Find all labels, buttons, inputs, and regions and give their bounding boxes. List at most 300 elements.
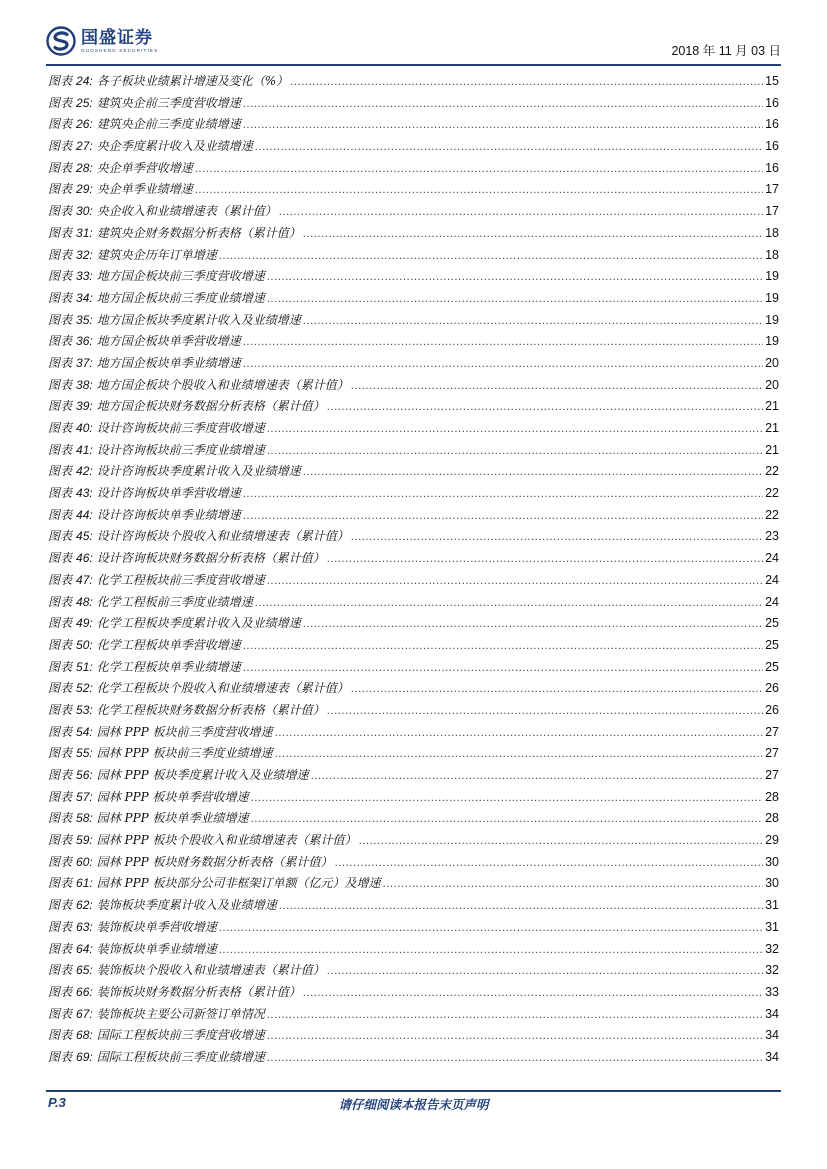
toc-label-text: 图表 <box>48 486 73 501</box>
toc-entry-label <box>48 527 93 544</box>
toc-figure-title: 设计咨询板块单季业绩增速 <box>96 507 241 522</box>
toc-entry-label <box>48 311 93 328</box>
toc-figure-number: 43: <box>76 486 93 501</box>
toc-entry[interactable] <box>48 506 779 528</box>
toc-page-number: 24 <box>765 594 779 609</box>
toc-label-text: 图表 <box>48 182 73 197</box>
toc-label-text: 图表 <box>48 551 73 566</box>
toc-page-number: 21 <box>765 421 779 435</box>
toc-label-text: 图表 <box>48 876 73 891</box>
toc-label-text: 图表 <box>48 1049 73 1064</box>
toc-figure-number: 67: <box>76 1006 93 1021</box>
toc-figure-number: 29: <box>76 182 93 197</box>
toc-page-number: 26 <box>765 681 779 696</box>
toc-entry-label <box>48 940 93 957</box>
toc-entry[interactable] <box>48 809 779 831</box>
toc-figure-title: 化学工程板块前三季度营收增速 <box>96 572 265 587</box>
toc-page-number: 28 <box>765 811 779 826</box>
toc-entry[interactable] <box>48 94 779 116</box>
toc-entry-label <box>48 354 93 371</box>
toc-dot-leader <box>267 446 763 457</box>
toc-figure-title: 化学工程板块财务数据分析表格（累计值） <box>96 702 325 717</box>
toc-dot-leader <box>243 489 763 500</box>
toc-entry[interactable] <box>48 527 779 549</box>
logo-icon <box>46 26 76 56</box>
toc-entry[interactable] <box>48 961 779 983</box>
toc-figure-number: 46: <box>76 551 93 566</box>
toc-figure-title: 装饰板块个股收入和业绩增速表（累计值） <box>96 963 325 978</box>
toc-figure-number: 50: <box>76 637 93 652</box>
page-header <box>46 22 781 64</box>
toc-entry-label <box>48 180 93 197</box>
toc-entry-label <box>48 831 93 848</box>
toc-figure-title: 装饰板块主要公司新签订单情况 <box>96 1006 265 1021</box>
toc-dot-leader <box>290 77 763 88</box>
toc-page-number: 29 <box>765 833 779 848</box>
toc-entry[interactable] <box>48 896 779 918</box>
toc-entry[interactable] <box>48 766 779 788</box>
toc-entry-label <box>48 788 93 805</box>
toc-page-number: 22 <box>765 486 779 501</box>
toc-figure-number: 62: <box>76 898 93 913</box>
toc-figure-number: 38: <box>76 377 93 392</box>
toc-entry-label <box>48 72 93 89</box>
toc-entry-label <box>48 419 93 436</box>
toc-dot-leader <box>275 728 764 739</box>
toc-figure-title: 化学工程板块单季营收增速 <box>96 637 241 652</box>
toc-entry[interactable] <box>48 679 779 701</box>
toc-entry[interactable] <box>48 332 779 354</box>
toc-entry-label <box>48 441 93 458</box>
toc-entry-label <box>48 918 93 935</box>
toc-label-text: 图表 <box>48 225 73 240</box>
toc-label-text: 图表 <box>48 507 73 522</box>
toc-entry-label <box>48 267 93 284</box>
toc-figure-number: 61: <box>76 876 93 891</box>
toc-figure-number: 36: <box>76 334 93 349</box>
toc-figure-title: 园林 PPP 板块前三季度业绩增速 <box>96 746 273 761</box>
toc-page-number: 34 <box>765 1006 779 1021</box>
logo-english-name: GUOSHENG SECURITIES <box>81 47 159 53</box>
toc-figure-number: 58: <box>76 811 93 826</box>
toc-entry[interactable] <box>48 918 779 940</box>
toc-figure-title: 央企季度累计收入及业绩增速 <box>96 139 253 154</box>
toc-figure-title: 建筑央企前三季度业绩增速 <box>96 117 241 132</box>
toc-entry[interactable] <box>48 853 779 875</box>
toc-figure-number: 24: <box>76 74 93 88</box>
toc-dot-leader <box>311 771 764 782</box>
toc-figure-title: 建筑央企财务数据分析表格（累计值） <box>96 225 301 240</box>
toc-dot-leader <box>251 814 764 825</box>
toc-entry[interactable] <box>48 419 779 441</box>
company-logo <box>46 26 158 56</box>
toc-page-number: 27 <box>765 724 779 739</box>
toc-figure-title: 国际工程板块前三季度业绩增速 <box>96 1049 265 1064</box>
toc-entry-label <box>48 571 93 588</box>
toc-entry[interactable] <box>48 874 779 896</box>
toc-entry-label <box>48 701 93 718</box>
toc-figure-number: 51: <box>76 659 93 674</box>
toc-page-number: 19 <box>765 269 779 284</box>
toc-entry[interactable] <box>48 593 779 615</box>
toc-figure-title: 园林 PPP 板块季度累计收入及业绩增速 <box>96 768 309 782</box>
toc-label-text: 图表 <box>48 637 73 652</box>
figure-list <box>48 72 779 1070</box>
toc-entry[interactable] <box>48 636 779 658</box>
toc-page-number: 17 <box>765 204 779 219</box>
toc-entry-label <box>48 246 93 263</box>
toc-entry[interactable] <box>48 115 779 137</box>
toc-entry[interactable] <box>48 549 779 571</box>
toc-dot-leader <box>219 251 763 262</box>
toc-page-number: 21 <box>765 442 779 457</box>
toc-entry-label <box>48 1048 93 1065</box>
toc-label-text: 图表 <box>48 139 73 154</box>
toc-label-text: 图表 <box>48 963 73 978</box>
toc-entry-label <box>48 397 93 414</box>
toc-entry-label <box>48 159 93 176</box>
toc-page-number: 34 <box>765 1028 779 1043</box>
toc-label-text: 图表 <box>48 659 73 674</box>
toc-figure-title: 装饰板块单季营收增速 <box>96 919 217 934</box>
toc-label-text: 图表 <box>48 898 73 913</box>
toc-label-text: 图表 <box>48 529 73 544</box>
toc-entry[interactable] <box>48 1005 779 1027</box>
toc-dot-leader <box>383 879 764 890</box>
toc-dot-leader <box>267 1031 763 1042</box>
toc-entry[interactable] <box>48 289 779 311</box>
toc-entry[interactable] <box>48 376 779 398</box>
toc-label-text: 图表 <box>48 1006 73 1021</box>
toc-page-number: 17 <box>765 182 779 197</box>
toc-dot-leader <box>275 749 764 760</box>
toc-entry[interactable] <box>48 462 779 484</box>
toc-figure-title: 装饰板块财务数据分析表格（累计值） <box>96 984 301 999</box>
toc-dot-leader <box>243 337 763 348</box>
toc-entry[interactable] <box>48 983 779 1005</box>
toc-dot-leader <box>327 402 763 413</box>
toc-dot-leader <box>243 641 763 652</box>
toc-page-number: 20 <box>765 355 779 370</box>
toc-entry-label <box>48 137 93 154</box>
toc-figure-number: 33: <box>76 269 93 284</box>
toc-figure-number: 63: <box>76 919 93 934</box>
toc-entry-label <box>48 332 93 349</box>
toc-label-text: 图表 <box>48 746 73 761</box>
toc-figure-title: 地方国企板块个股收入和业绩增速表（累计值） <box>96 377 349 392</box>
toc-entry-label <box>48 94 93 111</box>
toc-page-number: 19 <box>765 290 779 305</box>
toc-entry-label <box>48 376 93 393</box>
toc-label-text: 图表 <box>48 355 73 370</box>
toc-page-number: 18 <box>765 225 779 240</box>
toc-dot-leader <box>327 706 763 717</box>
toc-entry[interactable] <box>48 744 779 766</box>
toc-page-number: 22 <box>765 464 779 479</box>
toc-figure-number: 45: <box>76 529 93 544</box>
toc-figure-number: 35: <box>76 312 93 327</box>
toc-dot-leader <box>359 836 764 847</box>
toc-figure-number: 47: <box>76 572 93 587</box>
toc-dot-leader <box>327 554 763 565</box>
toc-page-number: 22 <box>765 507 779 522</box>
toc-figure-title: 装饰板块单季业绩增速 <box>96 941 217 956</box>
toc-figure-number: 52: <box>76 681 93 696</box>
toc-page-number: 15 <box>765 74 779 88</box>
toc-figure-title: 央企单季业绩增速 <box>96 182 193 197</box>
toc-entry[interactable] <box>48 180 779 202</box>
toc-label-text: 图表 <box>48 811 73 826</box>
toc-figure-title: 地方国企板块单季营收增速 <box>96 334 241 349</box>
toc-label-text: 图表 <box>48 681 73 696</box>
toc-entry[interactable] <box>48 311 779 333</box>
toc-entry[interactable] <box>48 831 779 853</box>
toc-figure-title: 设计咨询板块前三季度营收增速 <box>96 421 265 435</box>
toc-dot-leader <box>303 988 763 999</box>
toc-figure-number: 31: <box>76 225 93 240</box>
toc-page-number: 32 <box>765 963 779 978</box>
toc-page-number: 27 <box>765 768 779 782</box>
toc-entry[interactable] <box>48 246 779 268</box>
toc-figure-number: 55: <box>76 746 93 761</box>
toc-figure-title: 各子板块业绩累计增速及变化（%） <box>96 74 289 88</box>
logo-chinese-name: 国盛证券 <box>81 27 153 48</box>
toc-entry[interactable] <box>48 571 779 593</box>
toc-dot-leader <box>251 793 764 804</box>
toc-dot-leader <box>327 966 763 977</box>
toc-figure-title: 设计咨询板块个股收入和业绩增速表（累计值） <box>96 529 349 544</box>
toc-entry-label <box>48 614 93 631</box>
toc-entry[interactable] <box>48 137 779 159</box>
report-date: 2018 年 11 月 03 日 <box>671 44 781 58</box>
toc-dot-leader <box>267 1010 763 1021</box>
toc-entry[interactable] <box>48 1026 779 1048</box>
toc-label-text: 图表 <box>48 941 73 956</box>
toc-entry[interactable] <box>48 202 779 224</box>
toc-dot-leader <box>243 511 763 522</box>
toc-page-number: 23 <box>765 529 779 544</box>
toc-figure-number: 25: <box>76 95 93 110</box>
toc-dot-leader <box>219 923 763 934</box>
toc-entry[interactable] <box>48 1048 779 1070</box>
toc-entry-label <box>48 658 93 675</box>
toc-figure-number: 64: <box>76 941 93 956</box>
toc-label-text: 图表 <box>48 421 73 435</box>
toc-label-text: 图表 <box>48 833 73 848</box>
toc-page-number: 18 <box>765 247 779 262</box>
toc-page-number: 25 <box>765 637 779 652</box>
toc-figure-title: 园林 PPP 板块部分公司非框架订单额（亿元）及增速 <box>96 876 381 891</box>
toc-page-number: 26 <box>765 702 779 717</box>
toc-page-number: 31 <box>765 919 779 934</box>
toc-entry[interactable] <box>48 72 779 94</box>
toc-label-text: 图表 <box>48 160 73 175</box>
toc-entry-label <box>48 202 93 219</box>
toc-entry[interactable] <box>48 224 779 246</box>
toc-label-text: 图表 <box>48 290 73 305</box>
toc-entry-label <box>48 766 93 783</box>
toc-entry[interactable] <box>48 354 779 376</box>
toc-entry[interactable] <box>48 788 779 810</box>
toc-dot-leader <box>243 663 763 674</box>
toc-figure-number: 53: <box>76 702 93 717</box>
toc-figure-number: 39: <box>76 399 93 414</box>
toc-entry-label <box>48 744 93 761</box>
toc-figure-number: 34: <box>76 290 93 305</box>
toc-label-text: 图表 <box>48 789 73 804</box>
toc-figure-title: 化学工程板块季度累计收入及业绩增速 <box>96 616 301 631</box>
toc-figure-title: 化学工程板块个股收入和业绩增速表（累计值） <box>96 681 349 696</box>
toc-figure-title: 地方国企板块单季业绩增速 <box>96 355 241 370</box>
toc-page-number: 31 <box>765 898 779 913</box>
toc-entry-label <box>48 484 93 501</box>
toc-figure-title: 装饰板块季度累计收入及业绩增速 <box>96 898 277 913</box>
toc-label-text: 图表 <box>48 616 73 631</box>
toc-figure-title: 地方国企板块前三季度业绩增速 <box>96 290 265 305</box>
toc-page-number: 19 <box>765 334 779 349</box>
toc-dot-leader <box>351 532 763 543</box>
toc-label-text: 图表 <box>48 442 73 457</box>
toc-label-text: 图表 <box>48 702 73 717</box>
toc-figure-number: 42: <box>76 464 93 479</box>
toc-figure-number: 68: <box>76 1028 93 1043</box>
toc-figure-number: 37: <box>76 355 93 370</box>
toc-dot-leader <box>351 381 763 392</box>
toc-dot-leader <box>267 576 763 587</box>
toc-figure-title: 园林 PPP 板块单季营收增速 <box>96 789 249 804</box>
toc-dot-leader <box>303 467 763 478</box>
toc-page-number: 25 <box>765 659 779 674</box>
toc-figure-title: 建筑央企历年订单增速 <box>96 247 217 262</box>
toc-page-number: 16 <box>765 95 779 110</box>
toc-page-number: 16 <box>765 117 779 132</box>
toc-entry[interactable] <box>48 484 779 506</box>
toc-dot-leader <box>255 598 763 609</box>
toc-page-number: 24 <box>765 572 779 587</box>
toc-figure-number: 48: <box>76 594 93 609</box>
toc-dot-leader <box>279 207 763 218</box>
toc-label-text: 图表 <box>48 594 73 609</box>
toc-figure-title: 地方国企板块财务数据分析表格（累计值） <box>96 399 325 414</box>
toc-dot-leader <box>303 619 763 630</box>
toc-dot-leader <box>351 684 763 695</box>
footer-divider <box>46 1090 781 1092</box>
toc-entry[interactable] <box>48 658 779 680</box>
toc-figure-number: 28: <box>76 160 93 175</box>
toc-dot-leader <box>267 424 763 435</box>
toc-entry-label <box>48 874 93 891</box>
toc-dot-leader <box>195 164 763 175</box>
toc-label-text: 图表 <box>48 74 73 88</box>
toc-entry-label <box>48 896 93 913</box>
toc-figure-number: 57: <box>76 789 93 804</box>
toc-entry[interactable] <box>48 701 779 723</box>
toc-page-number: 20 <box>765 377 779 392</box>
toc-label-text: 图表 <box>48 768 73 782</box>
toc-dot-leader <box>335 858 764 869</box>
toc-label-text: 图表 <box>48 95 73 110</box>
toc-dot-leader <box>267 272 763 283</box>
toc-figure-title: 地方国企板块季度累计收入及业绩增速 <box>96 312 301 327</box>
toc-page-number: 25 <box>765 616 779 631</box>
toc-figure-number: 66: <box>76 984 93 999</box>
toc-figure-number: 69: <box>76 1049 93 1064</box>
header-divider <box>46 64 781 66</box>
toc-label-text: 图表 <box>48 854 73 869</box>
toc-figure-title: 园林 PPP 板块财务数据分析表格（累计值） <box>96 854 333 869</box>
toc-entry-label <box>48 853 93 870</box>
toc-figure-title: 央企收入和业绩增速表（累计值） <box>96 204 277 219</box>
toc-page-number: 16 <box>765 160 779 175</box>
toc-figure-title: 化学工程板块单季业绩增速 <box>96 659 241 674</box>
toc-label-text: 图表 <box>48 312 73 327</box>
toc-dot-leader <box>255 142 763 153</box>
toc-dot-leader <box>303 229 763 240</box>
toc-entry[interactable] <box>48 723 779 745</box>
toc-entry-label <box>48 549 93 566</box>
toc-entry-label <box>48 593 93 610</box>
toc-label-text: 图表 <box>48 204 73 219</box>
toc-figure-number: 41: <box>76 442 93 457</box>
toc-dot-leader <box>195 185 763 196</box>
toc-figure-title: 设计咨询板块季度累计收入及业绩增速 <box>96 464 301 479</box>
toc-figure-number: 44: <box>76 507 93 522</box>
toc-figure-title: 设计咨询板块单季营收增速 <box>96 486 241 501</box>
toc-entry-label <box>48 809 93 826</box>
toc-page-number: 19 <box>765 312 779 327</box>
toc-figure-number: 59: <box>76 833 93 848</box>
toc-entry-label <box>48 983 93 1000</box>
toc-dot-leader <box>243 99 763 110</box>
toc-dot-leader <box>243 359 763 370</box>
toc-figure-title: 园林 PPP 板块单季业绩增速 <box>96 811 249 826</box>
toc-figure-number: 56: <box>76 768 93 782</box>
toc-figure-number: 60: <box>76 854 93 869</box>
toc-dot-leader <box>219 945 763 956</box>
toc-page-number: 30 <box>765 876 779 891</box>
toc-entry[interactable] <box>48 397 779 419</box>
toc-page-number: 28 <box>765 789 779 804</box>
toc-entry[interactable] <box>48 267 779 289</box>
toc-dot-leader <box>267 1053 763 1064</box>
toc-figure-title: 地方国企板块前三季度营收增速 <box>96 269 265 284</box>
toc-entry[interactable] <box>48 940 779 962</box>
toc-dot-leader <box>279 901 763 912</box>
toc-figure-title: 化学工程板前三季度业绩增速 <box>96 594 253 609</box>
toc-entry[interactable] <box>48 159 779 181</box>
toc-page-number: 32 <box>765 941 779 956</box>
toc-entry[interactable] <box>48 614 779 636</box>
toc-figure-title: 央企单季营收增速 <box>96 160 193 175</box>
toc-label-text: 图表 <box>48 334 73 349</box>
toc-page-number: 34 <box>765 1049 779 1064</box>
toc-entry-label <box>48 1026 93 1043</box>
toc-page-number: 24 <box>765 551 779 566</box>
toc-figure-number: 65: <box>76 963 93 978</box>
toc-entry-label <box>48 636 93 653</box>
toc-label-text: 图表 <box>48 247 73 262</box>
toc-figure-number: 26: <box>76 117 93 132</box>
toc-dot-leader <box>243 120 763 131</box>
toc-dot-leader <box>303 316 763 327</box>
toc-entry[interactable] <box>48 441 779 463</box>
toc-entry-label <box>48 961 93 978</box>
toc-label-text: 图表 <box>48 572 73 587</box>
toc-label-text: 图表 <box>48 117 73 132</box>
toc-entry-label <box>48 224 93 241</box>
toc-figure-number: 32: <box>76 247 93 262</box>
toc-figure-title: 设计咨询板块前三季度业绩增速 <box>96 442 265 457</box>
